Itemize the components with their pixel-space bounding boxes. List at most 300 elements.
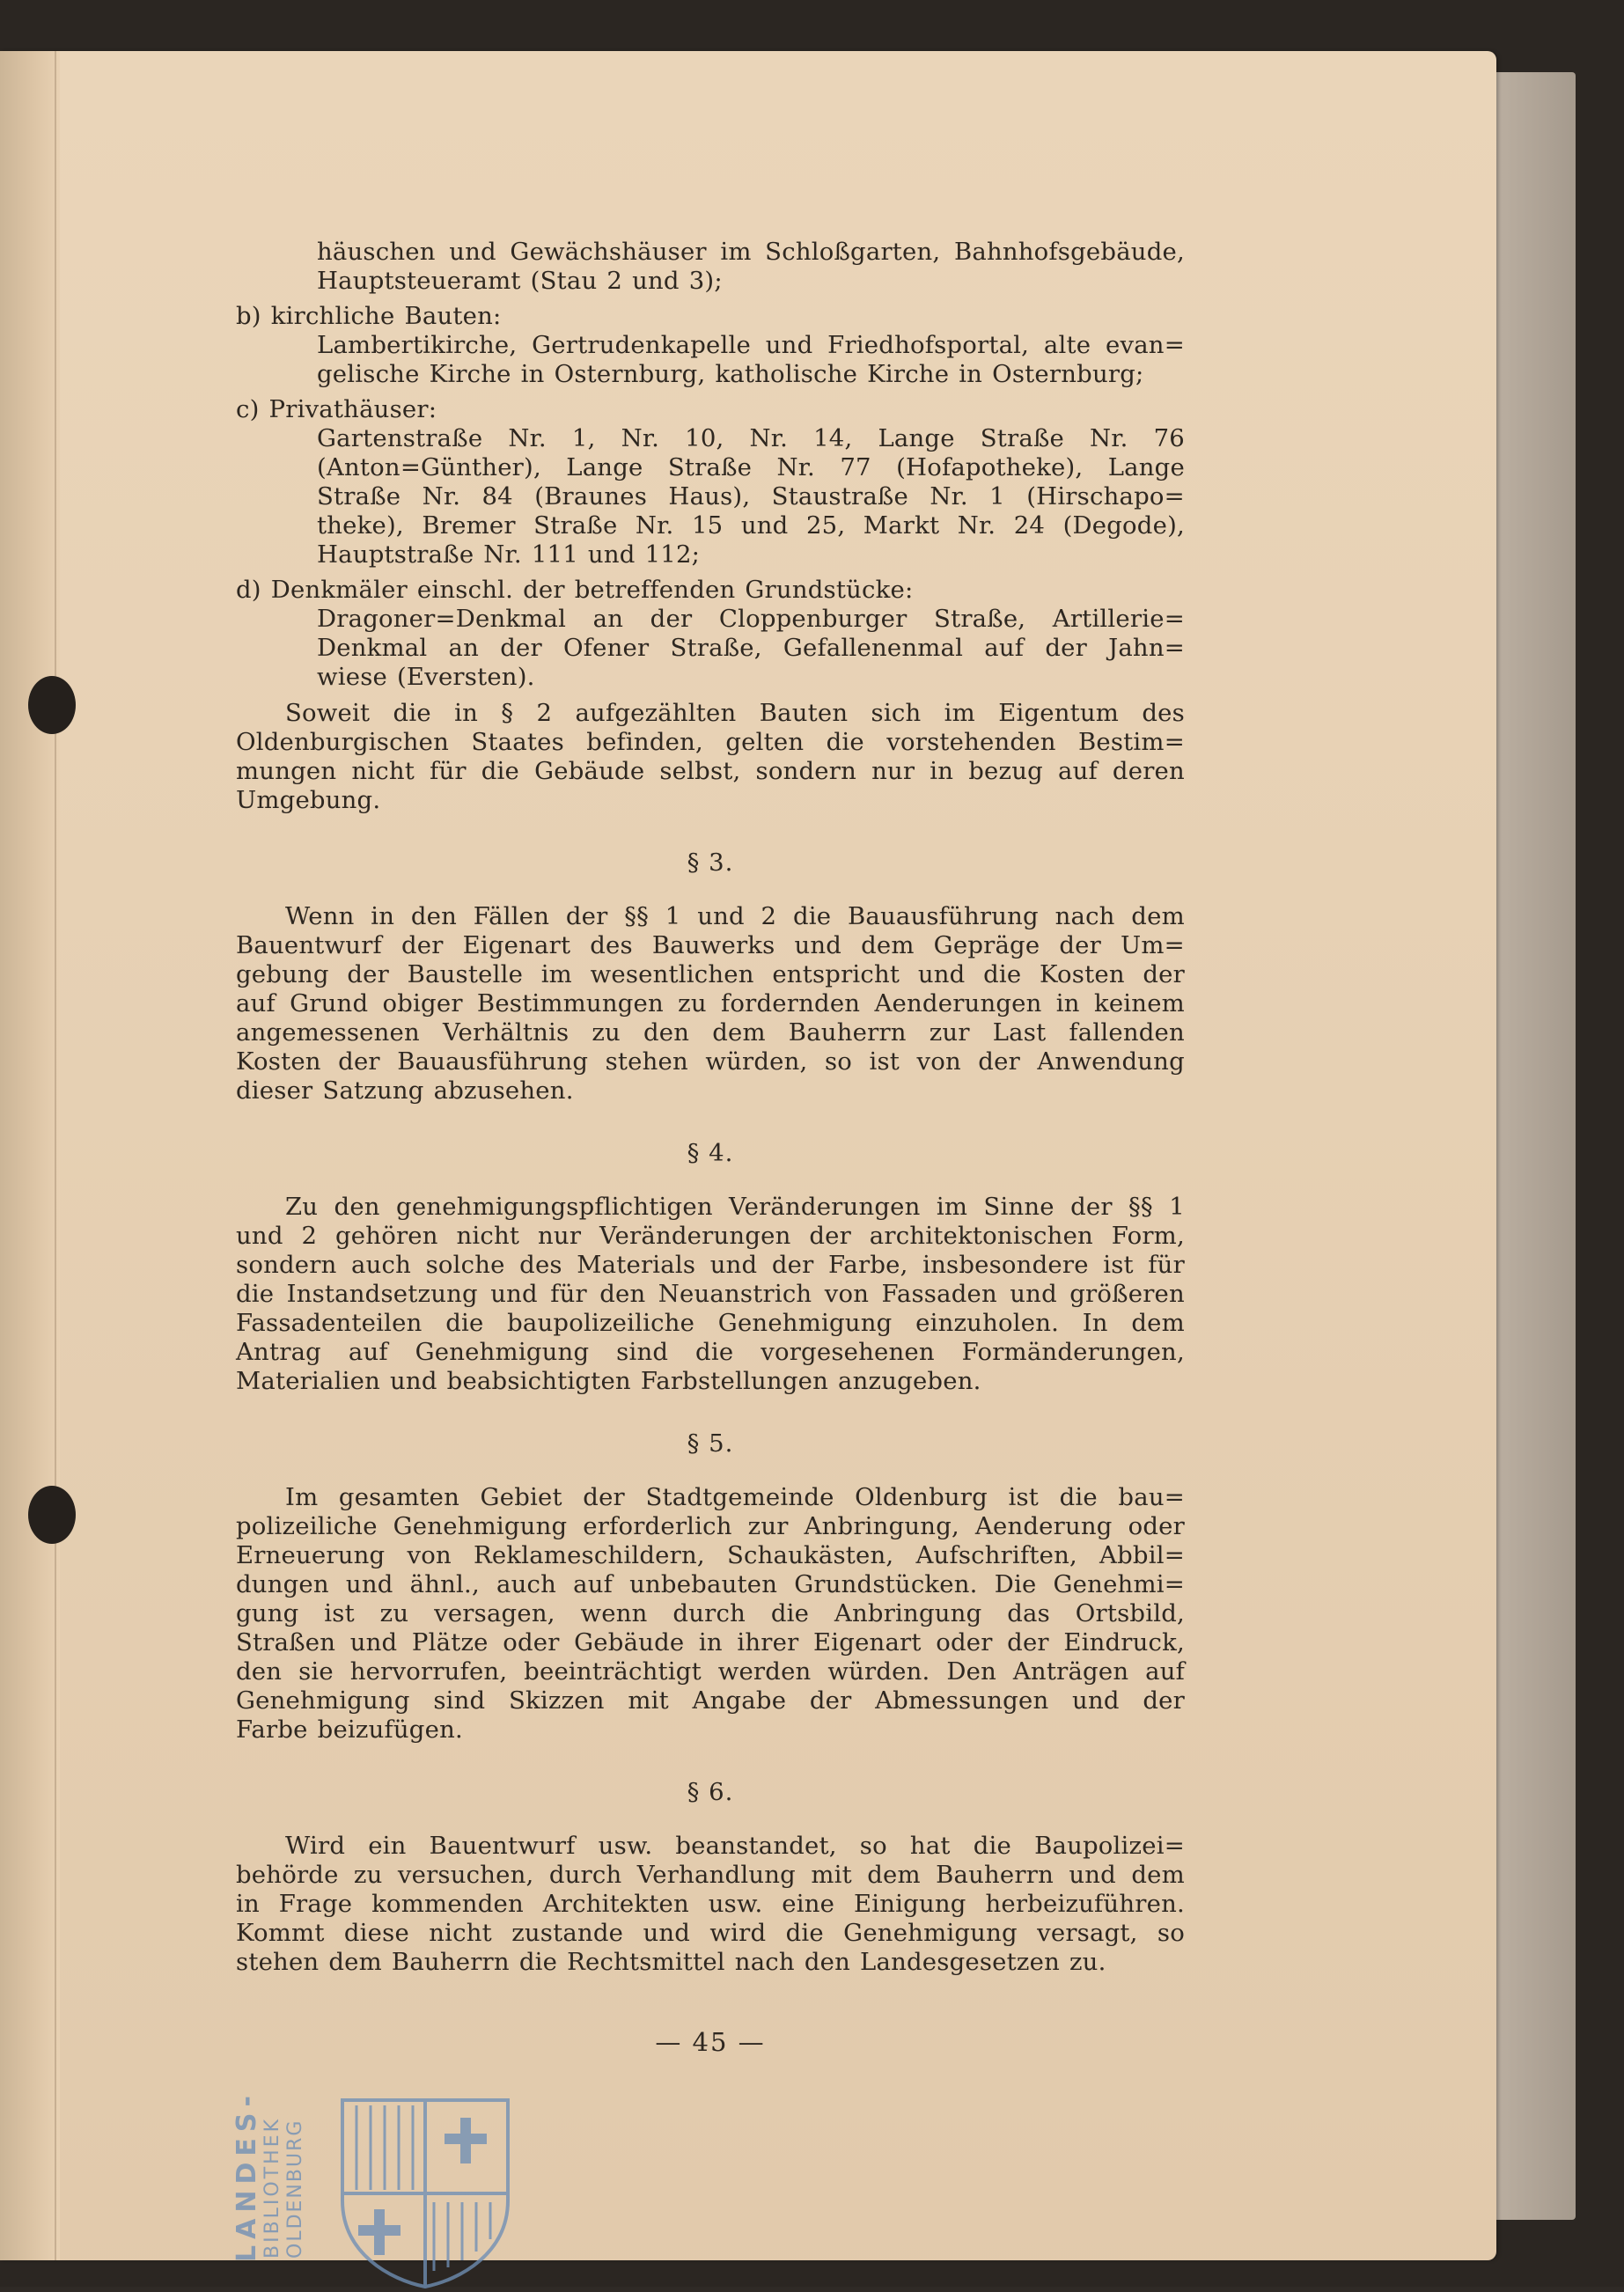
word: zur [747, 1512, 789, 1540]
word: 2 [606, 267, 623, 295]
word: befinden, [586, 728, 703, 756]
word: gelische [317, 360, 420, 388]
word: die [695, 1338, 734, 1366]
word: Verhandlung [636, 1861, 796, 1889]
list-item-heading [236, 395, 1185, 424]
word: der [809, 1222, 851, 1250]
word: Genehmi= [1053, 1570, 1185, 1598]
word: im [944, 699, 975, 727]
word: in [930, 757, 954, 785]
word: nicht [429, 1919, 492, 1947]
word: hat [909, 1832, 951, 1860]
word: 1, [571, 424, 596, 452]
word: gehören [335, 1222, 438, 1250]
word: beanstandet, [675, 1832, 837, 1860]
word: auf [1145, 1657, 1185, 1686]
word: Osternburg; [992, 360, 1144, 388]
word: häuschen [317, 238, 436, 266]
word: Kosten [236, 1047, 321, 1076]
word: Lambertikirche, [317, 331, 518, 359]
word: den [334, 1193, 380, 1221]
word: entspricht [772, 960, 900, 988]
word: diese [343, 1919, 409, 1947]
text-line [236, 728, 1185, 757]
section-heading: § 5. [687, 1429, 734, 1458]
word: die [518, 1948, 558, 1976]
word: Schaukästen, [726, 1541, 894, 1569]
text-line [317, 453, 1185, 482]
word: hervorrufen, [349, 1657, 508, 1686]
word: Bauwerks [651, 931, 775, 959]
library-stamp [224, 2090, 541, 2292]
word: (Eversten). [397, 663, 535, 691]
word: Anwendung [1037, 1047, 1185, 1076]
list-item-heading [236, 576, 1185, 605]
text-line [236, 1251, 1185, 1280]
word: den [236, 1657, 283, 1686]
word: Angabe [692, 1686, 787, 1715]
word: Form, [1111, 1222, 1185, 1250]
word: Nr. [776, 453, 815, 481]
word: Aenderungen [874, 989, 1042, 1017]
text-line [317, 424, 1185, 453]
word: stehen [236, 1948, 320, 1976]
word: Satzung [322, 1076, 424, 1105]
word: Reklameschildern, [473, 1541, 705, 1569]
word: die [770, 1599, 810, 1627]
word: und [917, 960, 966, 988]
word: katholische [715, 360, 858, 388]
word: von [824, 1280, 870, 1308]
word: beizufügen. [317, 1715, 463, 1744]
word: sich [871, 699, 922, 727]
word: nach [734, 1948, 795, 1976]
text-line [236, 1222, 1185, 1251]
word: behörde [236, 1861, 339, 1889]
word: oder [1128, 1512, 1185, 1540]
paragraph [236, 902, 1185, 1106]
word: der [583, 1483, 625, 1511]
word: wenn [580, 1599, 648, 1627]
word: 3); [688, 267, 723, 295]
word: Bauentwurf [236, 931, 382, 959]
stamp-line-2: BIBLIOTHEK [261, 2116, 283, 2259]
paragraph [236, 699, 1185, 815]
word: in [371, 902, 395, 930]
word: ein [368, 1832, 407, 1860]
word: Farbstellungen [640, 1367, 829, 1395]
text-line [236, 1890, 1185, 1919]
word: der [809, 1686, 852, 1715]
word: durch [548, 1861, 622, 1889]
word: Gartenstraße [317, 424, 483, 452]
word: Aufschriften, [915, 1541, 1077, 1569]
word: solche [425, 1251, 505, 1279]
word: Einigung [853, 1890, 966, 1918]
word: ihrer [737, 1628, 799, 1657]
word: Lange [566, 453, 643, 481]
word: bau= [1118, 1483, 1185, 1511]
word: selbst, [659, 757, 741, 785]
word: werden [717, 1657, 812, 1686]
word: zu [592, 1018, 621, 1047]
word: nur [538, 1222, 582, 1250]
word: Nr. [508, 424, 547, 452]
text-line [236, 1686, 1185, 1715]
word: dem [328, 1948, 382, 1976]
paragraph [236, 1193, 1185, 1396]
spine-fold-line [55, 51, 56, 2260]
word: für [550, 1280, 587, 1308]
word: den [599, 1280, 646, 1308]
text-line [236, 302, 1185, 331]
word: theke), [317, 511, 404, 540]
word: Oldenburgischen [236, 728, 450, 756]
text-line [317, 482, 1185, 511]
word: (Braunes [534, 482, 648, 511]
word: Verhältnis [442, 1018, 570, 1047]
word: dem [712, 1018, 766, 1047]
word: und [794, 931, 842, 959]
word: die [792, 902, 832, 930]
word: Baupolizei= [1034, 1832, 1185, 1860]
word: Wird [285, 1832, 346, 1860]
list-item-body [236, 605, 1185, 692]
word: nur [871, 757, 915, 785]
word: Materialien [236, 1367, 380, 1395]
body-text [236, 238, 1185, 2057]
word: Neuanstrich [658, 1280, 812, 1308]
punch-hole-bottom [28, 1486, 76, 1544]
word: Gebäude [574, 1628, 685, 1657]
text-line [236, 989, 1185, 1018]
stamp-line-1: LANDES- [231, 2090, 262, 2262]
word: Eigenart [462, 931, 571, 959]
word: usw. [598, 1832, 653, 1860]
word: 25, [805, 511, 846, 540]
word: auf [573, 1570, 613, 1598]
word: Architekten [542, 1890, 689, 1918]
word: der [338, 1047, 380, 1076]
word: Nr. [422, 482, 461, 511]
word: Soweit [285, 699, 371, 727]
word: dem [1131, 902, 1185, 930]
word: gung [236, 1599, 299, 1627]
text-line [236, 1338, 1185, 1367]
text-line [236, 931, 1185, 960]
word: beeinträchtigt [524, 1657, 702, 1686]
word: vorgesehenen [761, 1338, 935, 1366]
word: die [973, 1832, 1012, 1860]
word: und [490, 1280, 538, 1308]
word: Genehmigung [843, 1919, 1018, 1947]
word: und [740, 511, 789, 540]
word: gesamten [338, 1483, 459, 1511]
word: Gebäude [534, 757, 645, 785]
word: der [1143, 960, 1185, 988]
paragraph [236, 1483, 1185, 1745]
word: Staates [471, 728, 564, 756]
section-heading: § 3. [687, 848, 734, 877]
word: 15 [691, 511, 724, 540]
word: Bahnhofsgebäude, [953, 238, 1185, 266]
word: oder [936, 1628, 993, 1657]
word: fallenden [1069, 1018, 1185, 1047]
text-line [317, 605, 1185, 634]
word: Bestim= [1077, 728, 1185, 756]
word: Fassadenteilen [236, 1309, 423, 1337]
word: und [632, 267, 680, 295]
word: dem [1131, 1861, 1185, 1889]
word: Markt [863, 511, 940, 540]
word: im [540, 960, 572, 988]
text-line [236, 1657, 1185, 1686]
word: baupolizeiliche [507, 1309, 695, 1337]
word: Frage [278, 1890, 353, 1918]
text-line [236, 1047, 1185, 1076]
list-item-body [236, 238, 1185, 296]
text-line [236, 1570, 1185, 1599]
word: der [400, 931, 444, 959]
paragraph [236, 1832, 1185, 1977]
word: und [1069, 1861, 1116, 1889]
word: Gewächshäuser [510, 238, 707, 266]
word: Nr. [483, 540, 522, 569]
word: Anbringung, [804, 1512, 959, 1540]
word: auf [348, 1338, 388, 1366]
word: eine [782, 1890, 835, 1918]
text-line [236, 1512, 1185, 1541]
word: beabsichtigten [446, 1367, 631, 1395]
word: (Hirschapo= [1026, 482, 1185, 511]
word: fordernden [721, 989, 861, 1017]
word: wird [709, 1919, 767, 1947]
word: der [523, 576, 565, 604]
word: Straße, [934, 605, 1026, 633]
word: der [1007, 1628, 1049, 1657]
word: (Hofapotheke), [896, 453, 1084, 481]
word: Genehmigung [393, 1512, 568, 1540]
word: Privathäuser: [268, 395, 437, 423]
word: so [824, 1047, 853, 1076]
word: des [519, 1251, 562, 1279]
page-spine [0, 51, 60, 2260]
text-line [317, 267, 1185, 296]
word: anzugeben. [838, 1367, 981, 1395]
word: Rechtsmittel [567, 1948, 725, 1976]
stamp-line-3: OLDENBURG [284, 2119, 306, 2259]
word: §§ [624, 902, 650, 930]
word: der [771, 1251, 814, 1279]
word: Abbil= [1099, 1541, 1185, 1569]
word: für [1148, 1251, 1185, 1279]
text-line [317, 540, 1185, 569]
word: Genehmigung [717, 1309, 893, 1337]
word: und [697, 902, 745, 930]
word: alte [1043, 331, 1091, 359]
word: Baustelle [407, 960, 524, 988]
word: 76 [1153, 424, 1185, 452]
text-line [236, 576, 1185, 605]
list-item-heading [236, 302, 1185, 331]
text-line [236, 1919, 1185, 1948]
word: dem [1131, 1309, 1185, 1337]
word: Instandsetzung [286, 1280, 478, 1308]
word: keinem [1093, 989, 1185, 1017]
word: b) [236, 302, 261, 330]
word: Lange [1107, 453, 1185, 481]
word: Last [992, 1018, 1047, 1047]
word: Oldenburg [855, 1483, 988, 1511]
word: der [1045, 634, 1087, 662]
word: Skizzen [509, 1686, 605, 1715]
word: und [587, 540, 636, 569]
word: größeren [1069, 1280, 1185, 1308]
text-line [236, 1861, 1185, 1890]
word: das [1007, 1599, 1050, 1627]
word: ist [1008, 1483, 1040, 1511]
word: wiese [317, 663, 387, 691]
word: stehen [605, 1047, 688, 1076]
text-line [317, 331, 1185, 360]
word: polizeiliche [236, 1512, 378, 1540]
word: im [936, 1193, 968, 1221]
word: einschl. [416, 576, 514, 604]
text-line [236, 1018, 1185, 1047]
word: den [643, 1018, 690, 1047]
word: den [804, 1948, 851, 1976]
word: Lange [878, 424, 955, 452]
word: der [1059, 931, 1101, 959]
word: Hauptstraße [317, 540, 474, 569]
text-line [236, 1832, 1185, 1861]
text-line [236, 1948, 1185, 1977]
word: in [454, 699, 478, 727]
word: gebung [236, 960, 329, 988]
text-line [317, 360, 1185, 389]
word: sondern [755, 757, 857, 785]
word: Dragoner=Denkmal [317, 605, 567, 633]
word: ist [324, 1599, 355, 1627]
word: in [236, 1890, 260, 1918]
word: 84 [481, 482, 513, 511]
word: versuchen, [397, 1861, 534, 1889]
word: Bauherrn [391, 1948, 510, 1976]
word: d) [236, 576, 261, 604]
word: 1 [1169, 1193, 1185, 1221]
word: und [345, 1570, 393, 1598]
word: 1 [989, 482, 1005, 511]
word: Eindruck, [1063, 1628, 1185, 1657]
word: dungen [236, 1570, 329, 1598]
text-line [236, 1367, 1185, 1396]
word: Nr. [749, 424, 789, 452]
word: und [1072, 1686, 1120, 1715]
text-line [236, 902, 1185, 931]
word: Umgebung. [236, 786, 381, 814]
word: dem [861, 931, 915, 959]
word: 10, [685, 424, 724, 452]
word: und [765, 331, 813, 359]
word: Eigentum [998, 699, 1120, 727]
word: des [1142, 699, 1185, 727]
text-line [236, 960, 1185, 989]
word: Straßen [236, 1628, 336, 1657]
word: 2 [761, 902, 777, 930]
word: Straße [317, 482, 401, 511]
text-line [236, 1193, 1185, 1222]
text-line [236, 1541, 1185, 1570]
word: auf [1057, 757, 1098, 785]
word: Um= [1120, 931, 1185, 959]
word: sind [433, 1686, 486, 1715]
word: Genehmigung [236, 1686, 410, 1715]
word: und [709, 1251, 758, 1279]
text-line [236, 1483, 1185, 1512]
word: Straße [667, 453, 753, 481]
word: der [1143, 1686, 1185, 1715]
word: zu [379, 1599, 409, 1627]
word: Straße, [670, 634, 762, 662]
word: Wenn [285, 902, 355, 930]
word: Gebiet [480, 1483, 562, 1511]
text-line [236, 699, 1185, 728]
word: zu [353, 1861, 383, 1889]
word: der [1070, 1193, 1113, 1221]
word: mungen [236, 757, 337, 785]
word: Kommt [236, 1919, 325, 1947]
word: Bauten [759, 699, 849, 727]
word: Grund [290, 989, 369, 1017]
word: Hauptsteueramt [317, 267, 521, 295]
list-item-body [236, 331, 1185, 389]
word: Landesgesetzen [860, 1948, 1060, 1976]
word: kommenden [371, 1890, 524, 1918]
word: Nr. [1090, 424, 1128, 452]
word: Gertrudenkapelle [532, 331, 751, 359]
word: die [393, 699, 431, 727]
word: die [236, 1280, 275, 1308]
word: würden. [827, 1657, 930, 1686]
word: und [1010, 1280, 1057, 1308]
word: Friedhofsportal, [827, 331, 1030, 359]
word: Nr. [957, 511, 996, 540]
text-line [317, 634, 1185, 663]
word: zur [929, 1018, 970, 1047]
text-line [236, 1309, 1185, 1338]
word: herbeizuführen. [985, 1890, 1185, 1918]
word: mit [628, 1686, 669, 1715]
word: würden, [705, 1047, 808, 1076]
word: wesentlichen [590, 960, 754, 988]
word: Straße [980, 424, 1064, 452]
word: Nr. [621, 424, 660, 452]
word: Grundstücke: [745, 576, 914, 604]
word: Kosten [1040, 960, 1125, 988]
word: Bestimmungen [476, 989, 664, 1017]
word: und [449, 238, 496, 266]
text-line [236, 1076, 1185, 1106]
word: Staustraße [771, 482, 908, 511]
word: der [565, 902, 608, 930]
word: Genehmigung [415, 1338, 590, 1366]
word: Nr. [635, 511, 674, 540]
word: mit [811, 1861, 852, 1889]
word: nicht [456, 1222, 520, 1250]
word: ähnl., [409, 1570, 480, 1598]
word: bezug [968, 757, 1043, 785]
word: sie [298, 1657, 334, 1686]
